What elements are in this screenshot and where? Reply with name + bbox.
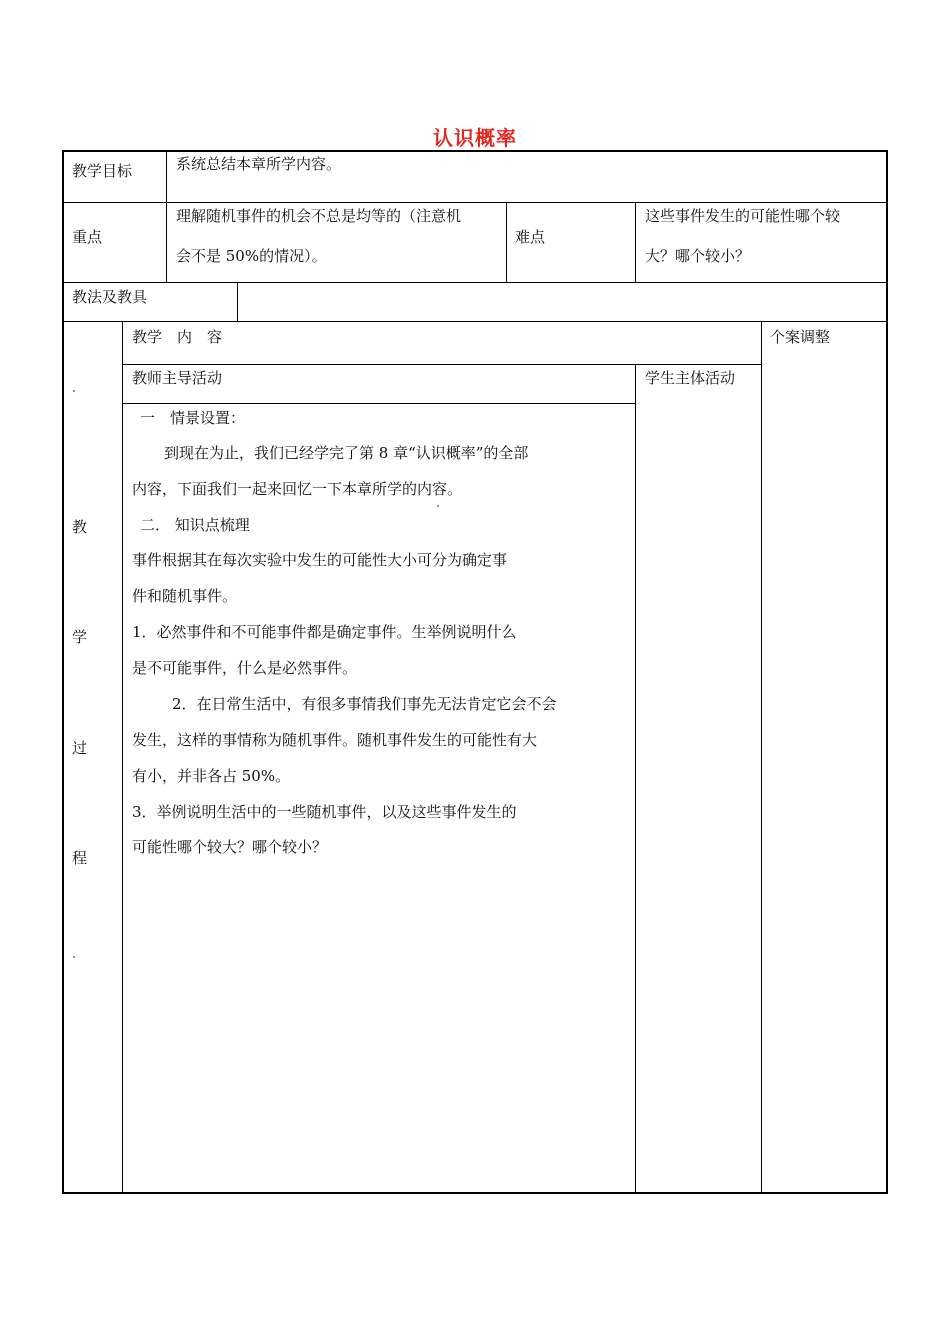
body-line: 可能性哪个较大？哪个较小？ — [132, 838, 328, 856]
speck-mark — [437, 505, 439, 507]
document-title: 认识概率 — [433, 126, 517, 150]
key-point-label: 重点 — [72, 228, 103, 246]
row-divider — [62, 321, 888, 322]
difficulty-label: 难点 — [515, 228, 546, 246]
body-line: 有小，并非各占 50%。 — [132, 767, 291, 785]
objective-label: 教学目标 — [72, 162, 133, 180]
column-divider — [635, 364, 636, 1193]
body-line: 内容，下面我们一起来回忆一下本章所学的内容。 — [132, 480, 463, 498]
body-line: 发生，这样的事情称为随机事件。随机事件发生的可能性有大 — [132, 731, 538, 749]
key-point-line: 理解随机事件的机会不总是均等的（注意机 — [176, 207, 462, 225]
body-line: 是不可能事件，什么是必然事件。 — [132, 659, 358, 677]
body-line: 一 情景设置： — [140, 409, 246, 427]
body-line: 3．举例说明生活中的一些随机事件，以及这些事件发生的 — [132, 803, 517, 821]
adjust-header: 个案调整 — [770, 328, 831, 346]
side-label-char: 教 — [72, 518, 88, 536]
body-line: 件和随机事件。 — [132, 587, 238, 605]
teacher-activity-header: 教师主导活动 — [132, 369, 223, 387]
column-divider — [166, 150, 167, 283]
body-line: 到现在为止，我们已经学完了第 8 章“认识概率”的全部 — [164, 444, 529, 462]
row-divider — [123, 403, 635, 404]
column-divider — [237, 282, 238, 322]
difficulty-line: 这些事件发生的可能性哪个较 — [645, 207, 841, 225]
key-point-line: 会不是 50%的情况）。 — [176, 247, 327, 265]
side-label-char: 程 — [72, 849, 88, 867]
column-divider — [761, 321, 762, 1193]
column-divider — [122, 321, 123, 1193]
content-header: 教学 内 容 — [132, 328, 223, 346]
side-label-char: 过 — [72, 739, 88, 757]
row-divider — [123, 364, 761, 365]
body-line: 1．必然事件和不可能事件都是确定事件。生举例说明什么 — [132, 623, 517, 641]
column-divider — [506, 202, 507, 283]
speck-mark — [73, 956, 75, 958]
row-divider — [62, 282, 888, 283]
difficulty-line: 大？哪个较小？ — [645, 247, 751, 265]
objective-text: 系统总结本章所学内容。 — [176, 155, 342, 173]
student-activity-header: 学生主体活动 — [645, 369, 736, 387]
body-line: 二． 知识点梳理 — [140, 516, 250, 534]
body-line: 2．在日常生活中，有很多事情我们事先无法肯定它会不会 — [172, 695, 557, 713]
speck-mark — [73, 390, 75, 392]
methods-label: 教法及教具 — [72, 288, 148, 306]
side-label-char: 学 — [72, 628, 88, 646]
body-line: 事件根据其在每次实验中发生的可能性大小可分为确定事 — [132, 551, 508, 569]
row-divider — [62, 202, 888, 203]
column-divider — [635, 202, 636, 283]
